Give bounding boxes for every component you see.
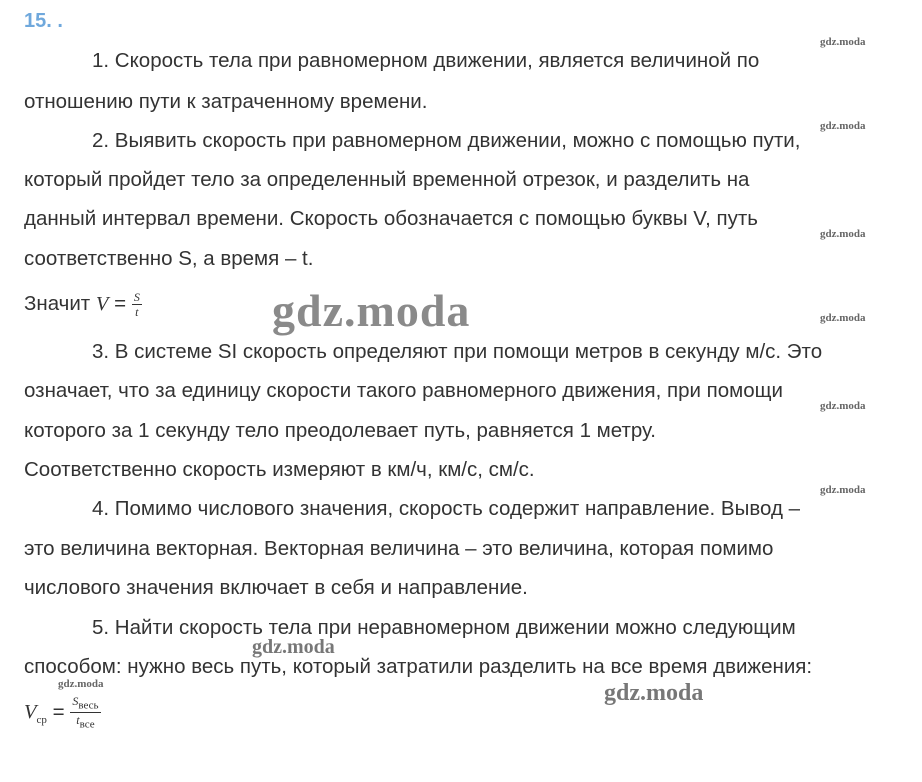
text-line: означает, что за единицу скорости такого равномерного движения, при помощи — [24, 379, 783, 402]
text-line: 5. Найти скорость тела при неравномерном движении можно следующим — [92, 616, 796, 639]
text-line: отношению пути к затраченному времени. — [24, 90, 428, 113]
watermark: gdz.moda — [820, 312, 866, 324]
formula-numerator: $S_{весь}$ — [72, 694, 99, 712]
text-line: числового значения включает в себя и направление. — [24, 576, 528, 599]
watermark: gdz.moda — [820, 36, 866, 48]
formula-fraction — [70, 694, 100, 732]
exercise-number: 15. . — [24, 10, 63, 32]
watermark: gdz.moda — [820, 484, 866, 496]
formula-numerator: S — [133, 290, 140, 304]
text-line: которого за 1 секунду тело преодолевает путь, равняется 1 метру. — [24, 419, 656, 442]
text-line: соответственно S, а время – t. — [24, 247, 314, 270]
formula-equals: = — [52, 700, 65, 724]
text-line: это величина векторная. Векторная величина – это величина, которая помимо — [24, 537, 774, 560]
watermark-medium: gdz.moda — [252, 636, 335, 658]
formula-line-2 — [24, 694, 101, 733]
formula-denominator: t — [135, 305, 139, 319]
text-line: способом: нужно весь путь, который затратили разделить на все время движения: — [24, 655, 813, 678]
formula-velocity: V — [95, 292, 109, 315]
formula-fraction — [132, 290, 142, 319]
text-line: 4. Помимо числового значения, скорость содержит направление. Вывод – — [92, 497, 801, 520]
text-line: Соответственно скорость измеряют в км/ч, км/с, см/с. — [24, 458, 535, 481]
formula-equals: = — [114, 291, 127, 315]
watermark-medium: gdz.moda — [604, 680, 704, 706]
watermark: gdz.moda — [820, 400, 866, 412]
watermark: gdz.moda — [820, 228, 866, 240]
text-line: который пройдет тело за определенный временной отрезок, и разделить на — [24, 168, 750, 191]
text-line: данный интервал времени. Скорость обозначается с помощью буквы V, путь — [24, 207, 758, 230]
text-line: 2. Выявить скорость при равномерном движении, можно с помощью пути, — [92, 129, 801, 152]
formula-average-velocity: $V_{ср}$ — [24, 701, 47, 727]
formula-denominator: $t_{все}$ — [76, 713, 95, 731]
formula-line-1 — [24, 290, 142, 319]
watermark-large: gdz.moda — [272, 285, 471, 336]
watermark: gdz.moda — [820, 120, 866, 132]
text-line: 3. В системе SI скорость определяют при помощи метров в секунду м/с. Это — [92, 340, 823, 363]
formula-prefix: Значит — [24, 291, 91, 315]
text-line: 1. Скорость тела при равномерном движении, является величиной по — [92, 49, 760, 72]
watermark: gdz.moda — [58, 678, 104, 690]
